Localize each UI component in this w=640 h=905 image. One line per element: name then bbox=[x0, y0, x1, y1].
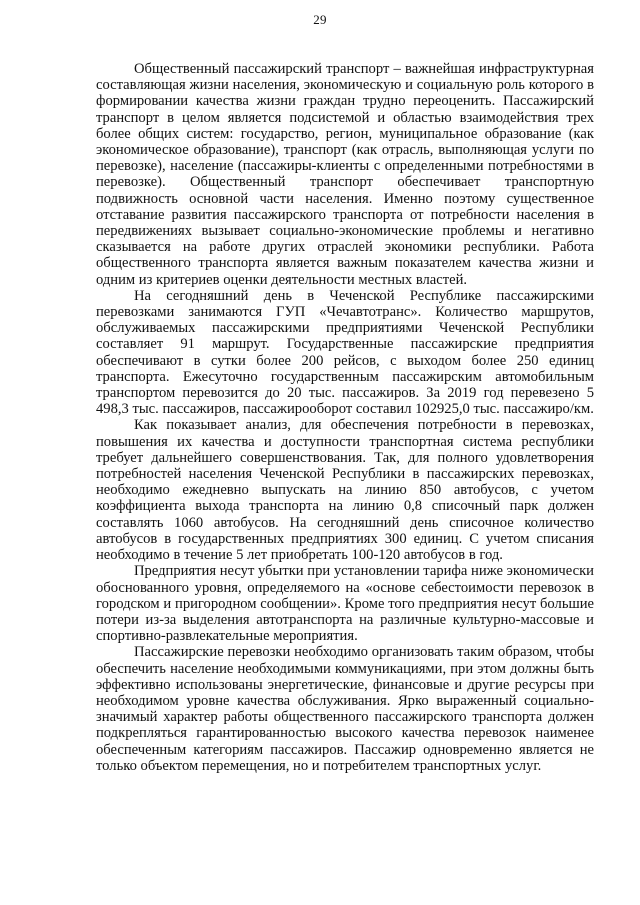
body-text bbox=[96, 61, 594, 774]
paragraph-bus-fleet-needs: Как показывает анализ, для обеспечения потребности в перевозках, повышения их качества и доступности транспортная система республики требует дальнейшего совершенствования. Так, для полного удовлетворения потребностей населения Чеченской Республики в пассажирских перевозках, необходимо ежедневно выпускать на линию 850 автобусов, с учетом коэффициента выхода транспорта на линию 0,8 списочный парк должен составлять 1060 автобусов. На сегодняшний день списочное количество автобусов в государственных предприятиях 300 единиц. С учетом списания необходимо в течение 5 лет приобретать 100-120 автобусов в год. bbox=[96, 417, 594, 564]
paragraph-enterprise-losses: Предприятия несут убытки при установлении тарифа ниже экономически обоснованного уровня, определяемого на «основе себестоимости перевозок в городском и пригородном сообщении». Кроме того предприятия несут большие потери из-за выделения автотранспорта на различные культурно-массовые и спортивно-развлекательные мероприятия. bbox=[96, 563, 594, 645]
paragraph-organization-of-transport: Пассажирские перевозки необходимо организовать таким образом, чтобы обеспечить население необходимыми коммуникациями, при этом должны быть эффективно использованы энергетические, финансовые и другие ресурсы при необходимом уровне качества обслуживания. Ярко выраженный социально-значимый характер работы общественного пассажирского транспорта должен подкрепляться гарантированностью высокого качества перевозок наименее обеспеченным категориям пассажиров. Пассажир одновременно является не только объектом перемещения, но и потребителем транспортных услуг. bbox=[96, 644, 594, 774]
paragraph-public-transport-role: Общественный пассажирский транспорт – важнейшая инфраструктурная составляющая жизни населения, экономическую и социальную роль которого в формировании качества жизни граждан трудно переоценить. Пассажирский транспорт в целом является подсистемой и областью взаимодействия трех более общих систем: государство, регион, муниципальное образование (как экономическое образование), транспорт (как отрасль, выполняющая услуги по перевозке), население (пассажиры-клиенты с определенными потребностями в перевозке). Общественный транспорт обеспечивает транспортную подвижность основной части населения. Именно поэтому существенное отставание развития пассажирского транспорта от потребности населения в передвижениях вызывает социально-экономические проблемы и негативно сказывается на работе других отраслей экономики республики. Работа общественного транспорта является важным показателем качества жизни и одним из критериев оценки деятельности местных властей. bbox=[96, 61, 594, 288]
page-number: 29 bbox=[313, 12, 327, 27]
paragraph-chechen-transport-stats: На сегодняшний день в Чеченской Республике пассажирскими перевозками занимаются ГУП «Чечавтотранс». Количество маршрутов, обслуживаемых пассажирскими предприятиями Чеченской Республики составляет 91 маршрут. Государственные пассажирские предприятия обеспечивают в сутки более 200 рейсов, с выходом более 250 единиц транспорта. Ежесуточно государственным пассажирским автомобильным транспортом перевозится до 20 тыс. пассажиров. За 2019 год перевезено 5 498,3 тыс. пассажиров, пассажирооборот составил 102925,0 тыс. пассажиро/км. bbox=[96, 287, 594, 418]
